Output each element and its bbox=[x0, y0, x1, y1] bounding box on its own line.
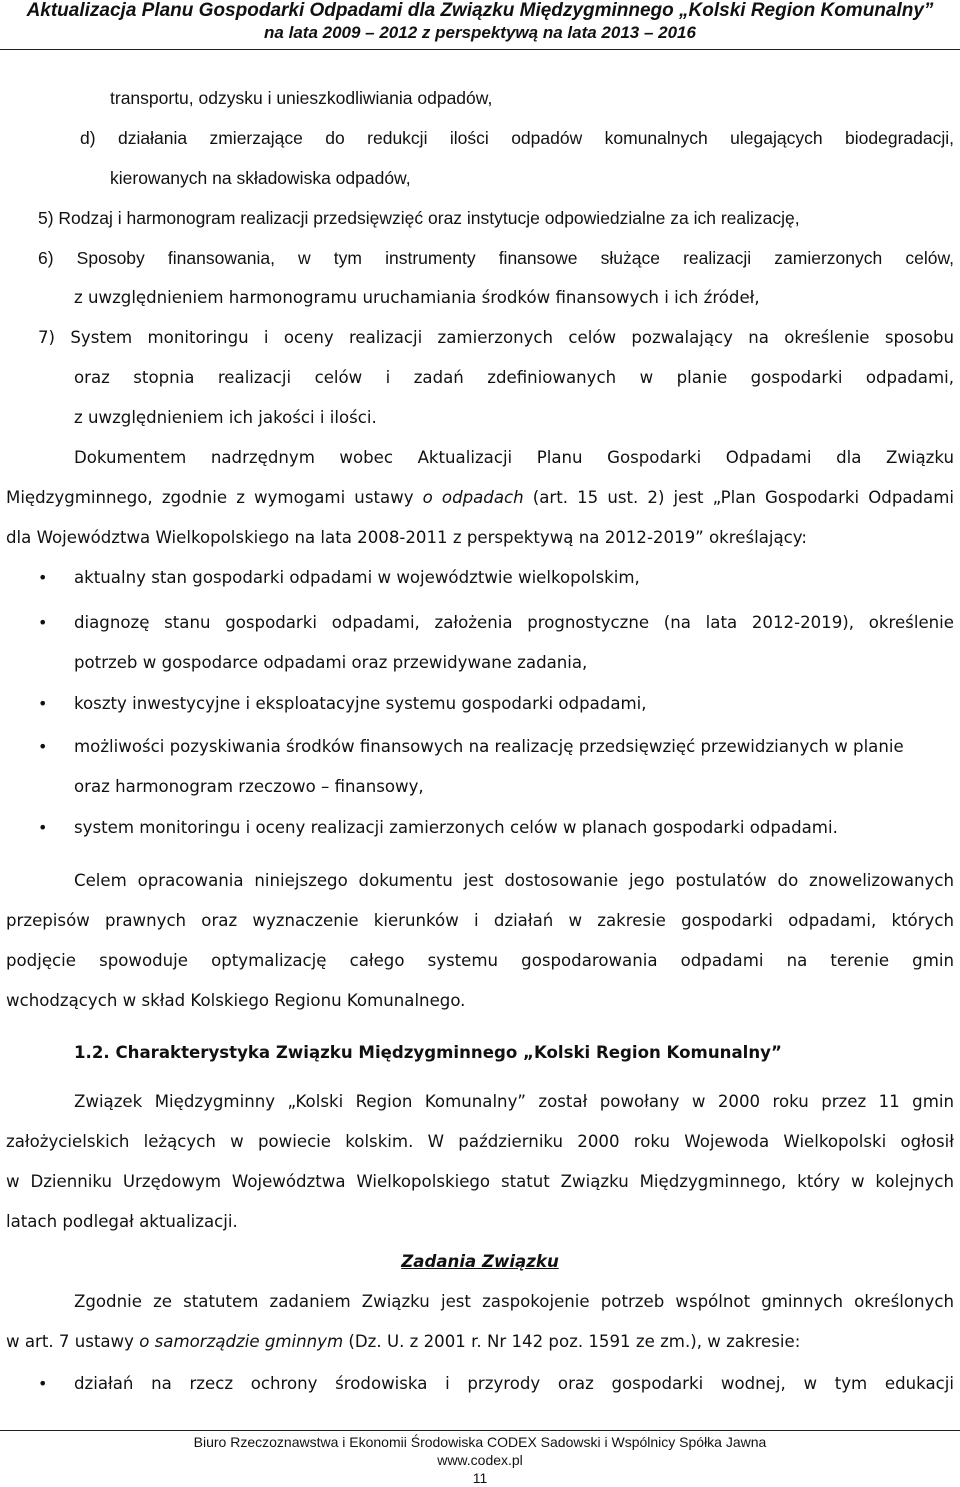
act-name-odpadach: o odpadach bbox=[422, 488, 524, 507]
bullet-icon: • bbox=[38, 694, 48, 713]
footer-website: www.codex.pl bbox=[437, 1452, 523, 1468]
subheading-zadania: Zadania Związku bbox=[401, 1252, 559, 1271]
list-item-6: 6) Sposoby finansowania, w tym instrumenty finansowe służące realizacji zamierzonych celów, bbox=[38, 248, 954, 268]
bullet-item-1: aktualny stan gospodarki odpadami w województwie wielkopolskim, bbox=[74, 568, 640, 587]
header-title: Aktualizacja Planu Gospodarki Odpadami dla Związku Międzygminnego „Kolski Region Komunalny” bbox=[26, 0, 934, 21]
bullet-item-zadania-1: działań na rzecz ochrony środowiska i przyrody oraz gospodarki wodnej, w tym edukacji bbox=[74, 1374, 954, 1393]
paragraph-2-line-1: Celem opracowania niniejszego dokumentu jest dostosowanie jego postulatów do znowelizowanych bbox=[74, 871, 954, 890]
list-item-d: d) działania zmierzające do redukcji ilości odpadów komunalnych ulegających biodegradacji, bbox=[80, 128, 954, 148]
bullet-item-5: system monitoringu i oceny realizacji zamierzonych celów w planach gospodarki odpadami. bbox=[74, 818, 838, 837]
list-item-7-continuation-1: oraz stopnia realizacji celów i zadań zdefiniowanych w planie gospodarki odpadami, bbox=[74, 368, 954, 387]
bullet-item-2-continuation: potrzeb w gospodarce odpadami oraz przewidywane zadania, bbox=[74, 653, 588, 672]
paragraph-1-line-3: dla Województwa Wielkopolskiego na lata 2008-2011 z perspektywą na 2012-2019” określający: bbox=[6, 528, 807, 547]
paragraph-1-line-1: Dokumentem nadrzędnym wobec Aktualizacji Planu Gospodarki Odpadami dla Związku bbox=[74, 448, 954, 467]
paragraph-2-line-2: przepisów prawnych oraz wyznaczenie kierunków i działań w zakresie gospodarki odpadami, których bbox=[6, 911, 954, 930]
bullet-icon: • bbox=[38, 1374, 48, 1393]
list-c-continuation: transportu, odzysku i unieszkodliwiania odpadów, bbox=[110, 88, 493, 108]
bullet-icon: • bbox=[38, 737, 48, 756]
paragraph-3-line-3: w Dzienniku Urzędowym Województwa Wielkopolskiego statut Związku Międzygminnego, który w kolejnych bbox=[6, 1172, 954, 1191]
page-header bbox=[0, 0, 960, 50]
page-number: 11 bbox=[472, 1470, 488, 1486]
footer-company: Biuro Rzeczoznawstwa i Ekonomii Środowiska CODEX Sadowski i Wspólnicy Spółka Jawna bbox=[193, 1434, 767, 1450]
section-heading: 1.2. Charakterystyka Związku Międzygminnego „Kolski Region Komunalny” bbox=[74, 1043, 782, 1062]
paragraph-3-line-1: Związek Międzygminny „Kolski Region Komunalny” został powołany w 2000 roku przez 11 gmin bbox=[74, 1092, 954, 1111]
bullet-item-4: możliwości pozyskiwania środków finansowych na realizację przedsięwzięć przewidzianych w planie bbox=[74, 737, 904, 756]
bullet-icon: • bbox=[38, 568, 48, 587]
bullet-item-2: diagnozę stanu gospodarki odpadami, założenia prognostyczne (na lata 2012-2019), określenie bbox=[74, 613, 954, 632]
footer-divider bbox=[0, 1430, 960, 1431]
bullet-item-4-continuation: oraz harmonogram rzeczowo – finansowy, bbox=[74, 777, 424, 796]
paragraph-4-line-1: Zgodnie ze statutem zadaniem Związku jest zaspokojenie potrzeb wspólnot gminnych określonych bbox=[74, 1292, 954, 1311]
list-item-6-continuation: z uwzględnieniem harmonogramu uruchamiania środków finansowych i ich źródeł, bbox=[74, 288, 760, 307]
paragraph-1-line-2: Międzygminnego, zgodnie z wymogami ustawy o odpadach (art. 15 ust. 2) jest „Plan Gospodarki Odpadami bbox=[6, 488, 955, 507]
bullet-icon: • bbox=[38, 613, 48, 632]
paragraph-4-line-2: w art. 7 ustawy o samorządzie gminnym (Dz. U. z 2001 r. Nr 142 poz. 1591 ze zm.), w zakresie: bbox=[6, 1332, 801, 1351]
paragraph-3-line-4: latach podlegał aktualizacji. bbox=[6, 1212, 238, 1231]
paragraph-2-line-3: podjęcie spowoduje optymalizację całego systemu gospodarowania odpadami na terenie gmin bbox=[6, 951, 954, 970]
list-item-7: 7) System monitoringu i oceny realizacji zamierzonych celów pozwalający na określenie sposobu bbox=[38, 328, 954, 347]
paragraph-3-line-2: założycielskich leżących w powiecie kolskim. W październiku 2000 roku Wojewoda Wielkopolski ogłosił bbox=[6, 1132, 954, 1151]
header-subtitle: na lata 2009 – 2012 z perspektywą na lata 2013 – 2016 bbox=[264, 23, 696, 42]
list-item-5: 5) Rodzaj i harmonogram realizacji przedsięwzięć oraz instytucje odpowiedzialne za ich realizację, bbox=[38, 208, 800, 228]
paragraph-2-line-4: wchodzących w skład Kolskiego Regionu Komunalnego. bbox=[6, 991, 466, 1010]
list-item-d-continuation: kierowanych na składowiska odpadów, bbox=[110, 168, 411, 188]
bullet-item-3: koszty inwestycyjne i eksploatacyjne systemu gospodarki odpadami, bbox=[74, 694, 647, 713]
act-name-samorzadzie: o samorządzie gminnym bbox=[139, 1332, 344, 1351]
bullet-icon: • bbox=[38, 818, 48, 837]
list-item-7-continuation-2: z uwzględnieniem ich jakości i ilości. bbox=[74, 408, 377, 427]
